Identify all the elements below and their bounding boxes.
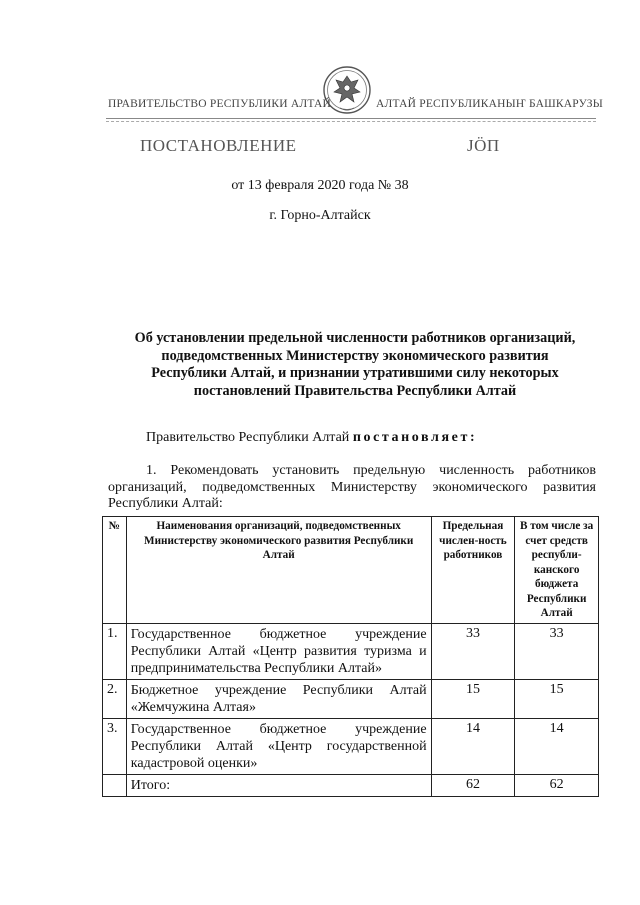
document-city: г. Горно-Алтайск [269, 208, 371, 223]
row-name: Бюджетное учреждение Республики Алтай «Жемчужина Алтая» [126, 679, 431, 718]
header-budget: В том числе за счет средств республи-канского бюджета Республики Алтай [515, 517, 599, 624]
header-name: Наименования организаций, подведомственных Министерству экономического развития Республики Алтай [126, 517, 431, 624]
table-row [103, 623, 599, 679]
total-budget: 62 [515, 774, 599, 796]
doc-type-russian: ПОСТАНОВЛЕНИЕ [140, 136, 297, 155]
table-row [103, 679, 599, 718]
header-limit: Предельная числен-ность работников [431, 517, 515, 624]
table-row [103, 718, 599, 774]
total-num [103, 774, 127, 796]
table-total-row [103, 774, 599, 796]
title-line: постановлений Правительства Республики Алтай [193, 382, 517, 399]
row-limit: 14 [431, 718, 515, 774]
government-name-russian: ПРАВИТЕЛЬСТВО РЕСПУБЛИКИ АЛТАЙ [108, 98, 332, 110]
header-divider-dashed [106, 121, 596, 122]
row-budget: 33 [515, 623, 599, 679]
decree-line [146, 430, 477, 446]
government-name-altai: АЛТАЙ РЕСПУБЛИКАНЫҤ БАШКАРУЗЫ [376, 98, 603, 110]
decree-verb: постановляет: [352, 430, 478, 445]
title-line: подведомственных Министерству экономического развития [161, 347, 549, 364]
row-limit: 15 [431, 679, 515, 718]
row-limit: 33 [431, 623, 515, 679]
row-budget: 14 [515, 718, 599, 774]
staff-limit-table [102, 516, 599, 797]
row-num: 3. [103, 718, 127, 774]
doc-type-altai: ЈӦП [467, 136, 500, 155]
total-label: Итого: [126, 774, 431, 796]
row-name: Государственное бюджетное учреждение Республики Алтай «Центр государственной кадастровой оценки» [126, 718, 431, 774]
title-line: Об установлении предельной численности работников организаций, [134, 330, 576, 346]
row-num: 1. [103, 623, 127, 679]
decree-prefix: Правительство Республики Алтай [146, 430, 353, 445]
paragraph-1: 1. Рекомендовать установить предельную численность работников организаций, подведомственных Министерству экономического развития Республики Алтай: [108, 463, 596, 511]
row-name: Государственное бюджетное учреждение Республики Алтай «Центр развития туризма и предпринимательства Республики Алтай» [126, 623, 431, 679]
table-header-row [103, 517, 599, 624]
header-divider [106, 118, 596, 119]
document-date: от 13 февраля 2020 года № 38 [231, 178, 409, 193]
title-line: Республики Алтай, и признании утратившими силу некоторых [151, 365, 559, 381]
row-num: 2. [103, 679, 127, 718]
row-budget: 15 [515, 679, 599, 718]
header-num: № [103, 517, 127, 624]
total-limit: 62 [431, 774, 515, 796]
document-title [110, 330, 600, 400]
